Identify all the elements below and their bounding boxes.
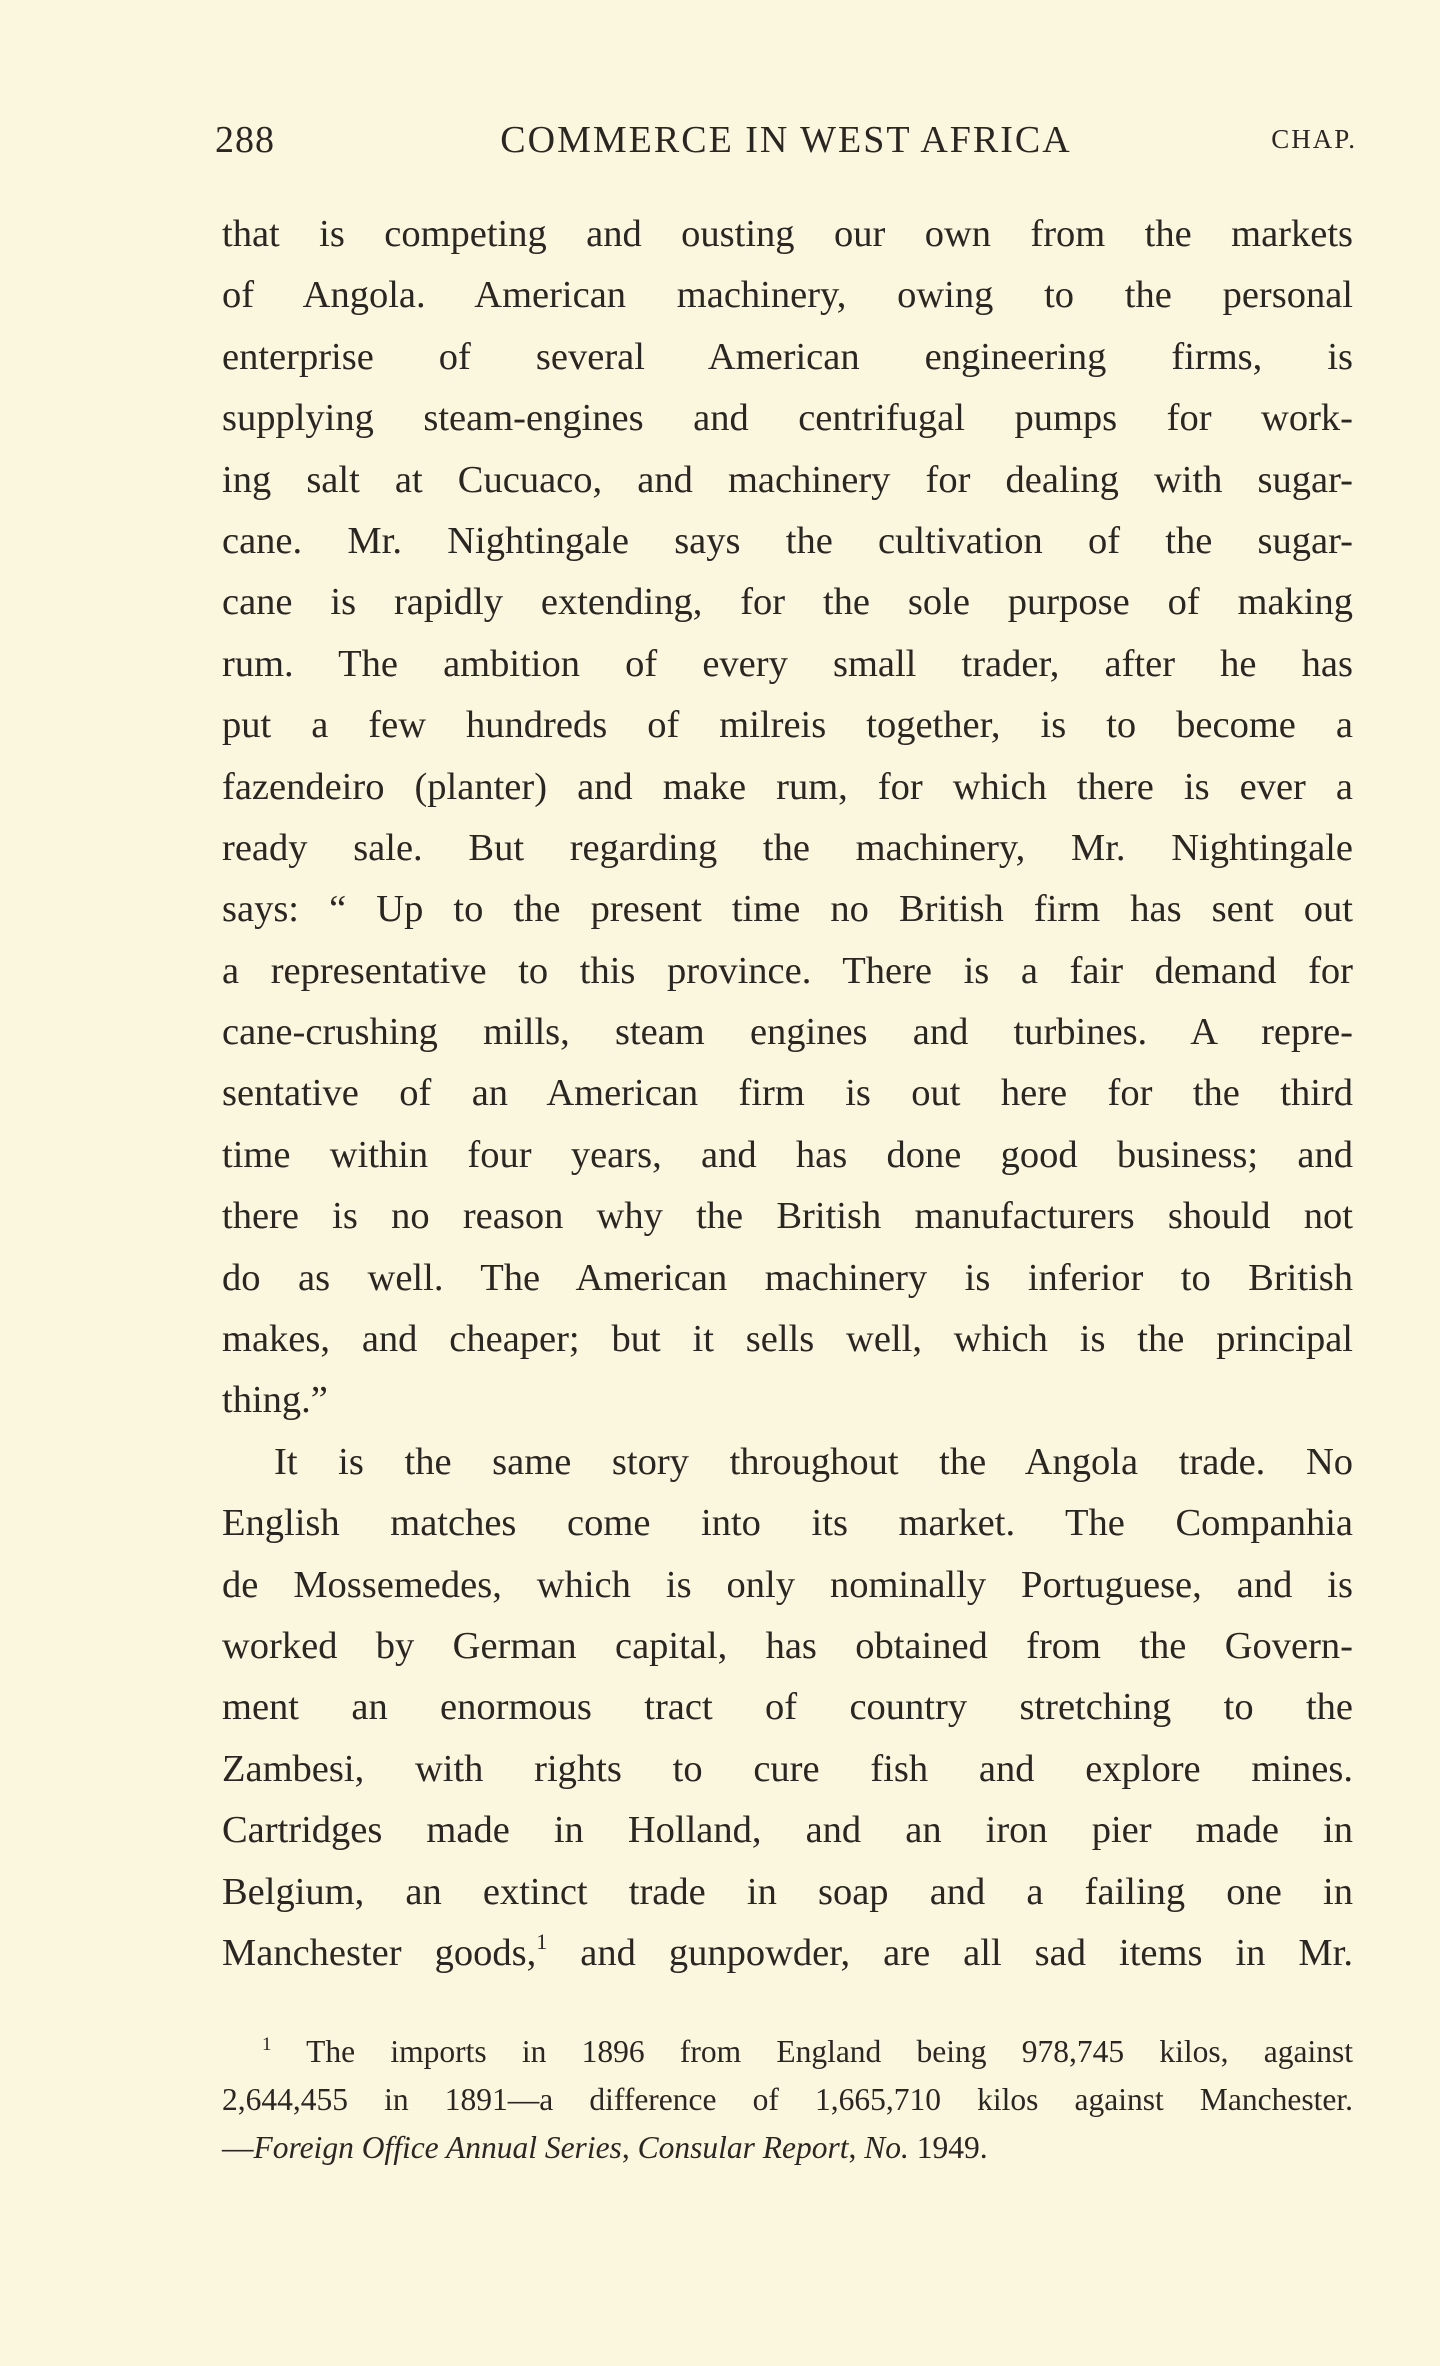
text-line: there is no reason why the British manufacturers should not bbox=[222, 1195, 1353, 1238]
footnote bbox=[222, 2028, 1353, 2172]
text-line-with-note bbox=[222, 1923, 1353, 1984]
text-line: cane-crushing mills, steam engines and turbines. A repre- bbox=[222, 1011, 1353, 1054]
text-line: time within four years, and has done good business; and bbox=[222, 1133, 1353, 1176]
footnote-marker: 1 bbox=[262, 2034, 272, 2055]
text-line: do as well. The American machinery is inferior to British bbox=[222, 1256, 1353, 1299]
text-line: ing salt at Cucuaco, and machinery for dealing with sugar- bbox=[222, 458, 1353, 501]
text-line: cane is rapidly extending, for the sole purpose of making bbox=[222, 581, 1353, 624]
text-line: rum. The ambition of every small trader, after he has bbox=[222, 642, 1353, 685]
text-line: Zambesi, with rights to cure fish and explore mines. bbox=[222, 1747, 1353, 1790]
chapter-label: CHAP. bbox=[1271, 124, 1357, 154]
text-line: put a few hundreds of milreis together, is to become a bbox=[222, 704, 1353, 747]
text-line: Cartridges made in Holland, and an iron pier made in bbox=[222, 1809, 1353, 1852]
footnote-citation bbox=[222, 2124, 1353, 2172]
paragraph-start-line: It is the same story throughout the Angola trade. No bbox=[274, 1440, 1353, 1483]
text-line: English matches come into its market. The Companhia bbox=[222, 1502, 1353, 1545]
text-line: makes, and cheaper; but it sells well, which is the principal bbox=[222, 1318, 1353, 1361]
citation-source: Foreign Office Annual Series bbox=[253, 2130, 622, 2165]
page-number: 288 bbox=[215, 119, 275, 161]
running-head bbox=[215, 118, 1357, 168]
text-line: supplying steam-engines and centrifugal pumps for work- bbox=[222, 397, 1353, 440]
text-line: de Mossemedes, which is only nominally Portuguese, and is bbox=[222, 1563, 1353, 1606]
text-line: worked by German capital, has obtained from the Govern- bbox=[222, 1624, 1353, 1667]
citation-report: Consular Report bbox=[637, 2130, 849, 2165]
text-line: thing.” bbox=[222, 1379, 328, 1422]
text-segment: and gunpowder, are all sad items in Mr. bbox=[547, 1931, 1353, 1974]
text-line: sentative of an American firm is out here for the third bbox=[222, 1072, 1353, 1115]
text-line: enterprise of several American engineering firms, is bbox=[222, 335, 1353, 378]
citation-number: 1949. bbox=[908, 2130, 988, 2165]
text-line: that is competing and ousting our own from the markets bbox=[222, 213, 1353, 255]
footnote-reference: 1 bbox=[536, 1928, 548, 1954]
text-line: a representative to this province. There is a fair demand for bbox=[222, 949, 1353, 992]
footnote-line bbox=[222, 2028, 1353, 2076]
text-segment: Manchester goods, bbox=[222, 1931, 537, 1974]
citation-no-label: No. bbox=[864, 2130, 909, 2165]
citation-separator: , bbox=[848, 2130, 865, 2165]
text-line: ment an enormous tract of country stretching to the bbox=[222, 1686, 1353, 1729]
running-title: COMMERCE IN WEST AFRICA bbox=[500, 119, 1072, 161]
text-line: fazendeiro (planter) and make rum, for which there is ever a bbox=[222, 765, 1353, 808]
citation-dash: — bbox=[222, 2130, 254, 2165]
citation-separator: , bbox=[621, 2130, 638, 2165]
footnote-text: The imports in 1896 from England being 978,745 kilos, against bbox=[271, 2034, 1353, 2069]
body-text bbox=[222, 204, 1353, 1984]
footnote-line: 2,644,455 in 1891—a difference of 1,665,710 kilos against Manchester. bbox=[222, 2082, 1353, 2117]
text-line: Belgium, an extinct trade in soap and a failing one in bbox=[222, 1870, 1353, 1913]
text-line: cane. Mr. Nightingale says the cultivation of the sugar- bbox=[222, 519, 1353, 562]
text-line: ready sale. But regarding the machinery, Mr. Nightingale bbox=[222, 826, 1353, 869]
text-line: says: “ Up to the present time no British firm has sent out bbox=[222, 888, 1353, 931]
text-line: of Angola. American machinery, owing to the personal bbox=[222, 274, 1353, 317]
